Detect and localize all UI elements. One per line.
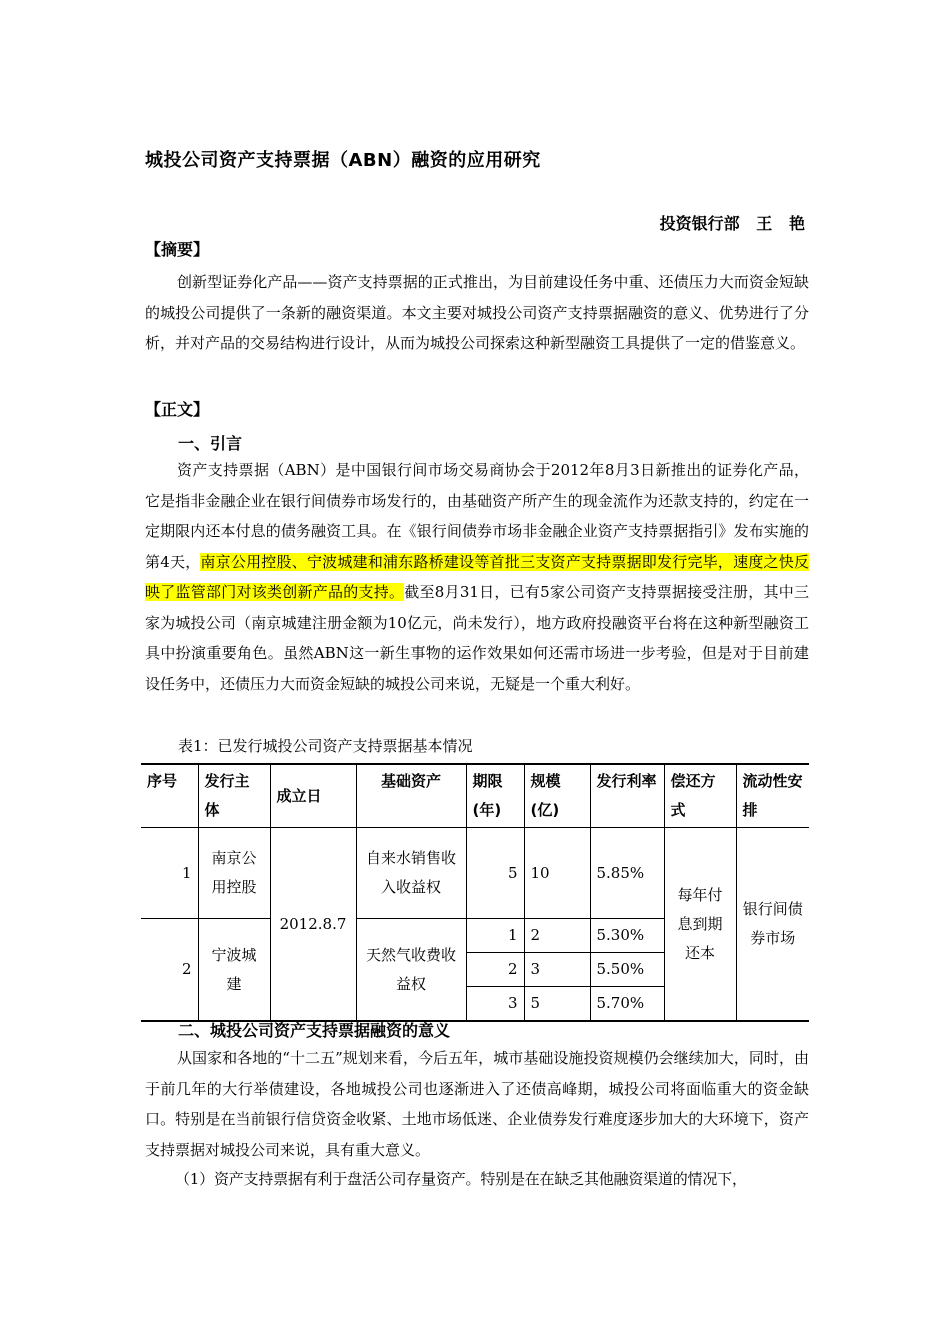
cell-term: 3: [466, 987, 524, 1022]
abstract-heading: 【摘要】: [145, 240, 210, 259]
section2-point1: （1）资产支持票据有利于盘活公司存量资产。特别是在在缺乏其他融资渠道的情况下，: [175, 1170, 747, 1188]
header-liquidity: 流动性安排: [736, 764, 809, 828]
section1-text-a: 资产支持票据（ABN）是中国银行间市场交易商协会于2012年8月3日新推出的证券化产品，它是指非金融企业在银行间债券市场发行的，由基础资产所产生的现金流作为还款支持的，约定在一定期限内还本付息的债务融资工具。在《银行间债券市场非金融企业资产支持票据指引》发布实施的第4天，: [145, 461, 809, 571]
cell-scale: 3: [524, 953, 590, 987]
cell-date: 2012.8.7: [270, 828, 356, 1022]
section1-paragraph: [145, 455, 809, 699]
cell-term: 2: [466, 953, 524, 987]
cell-no: 1: [141, 828, 198, 919]
section1-text-b: 截至8月31日，已有5家公司资产支持票据接受注册，其中三家为城投公司（南京城建注册金额为10亿元，尚未发行），地方政府投融资平台将在这种新型融资工具中扮演重要角色。虽然ABN这一新生事物的运作效果如何还需市场进一步考验，但是对于目前建设任务中，还债压力大而资金短缺的城投公司来说，无疑是一个重大利好。: [145, 583, 809, 693]
cell-rate: 5.50%: [590, 953, 664, 987]
highlighted-sentence: 南京公用控股、宁波城建和浦东路桥建设等首批三支资产支持票据即发行完毕，速度之快反映了监管部门对该类创新产品的支持。: [145, 552, 809, 601]
header-no: 序号: [141, 764, 198, 828]
cell-issuer: 宁波城建: [198, 919, 270, 1022]
document-title: 城投公司资产支持票据（ABN）融资的应用研究: [145, 150, 541, 171]
cell-rate: 5.85%: [590, 828, 664, 919]
cell-no: 2: [141, 919, 198, 1022]
cell-scale: 10: [524, 828, 590, 919]
author-line: 投资银行部 王 艳: [659, 214, 805, 233]
table-row: [141, 828, 809, 919]
body-heading: 【正文】: [145, 400, 210, 419]
cell-issuer: 南京公用控股: [198, 828, 270, 919]
abstract-text: 创新型证券化产品——资产支持票据的正式推出，为目前建设任务中重、还债压力大而资金短缺的城投公司提供了一条新的融资渠道。本文主要对城投公司资产支持票据融资的意义、优势进行了分析，并对产品的交易结构进行设计，从而为城投公司探索这种新型融资工具提供了一定的借鉴意义。: [145, 273, 809, 352]
section2-text: 从国家和各地的“十二五”规划来看，今后五年，城市基础设施投资规模仍会继续加大，同时，由于前几年的大行举债建设，各地城投公司也逐渐进入了还债高峰期，城投公司将面临重大的资金缺口。特别是在当前银行信贷资金收紧、土地市场低迷、企业债券发行难度逐步加大的大环境下，资产支持票据对城投公司来说，具有重大意义。: [145, 1049, 809, 1159]
cell-asset: 自来水销售收入收益权: [356, 828, 466, 919]
cell-term: 1: [466, 919, 524, 953]
header-asset: 基础资产: [356, 764, 466, 828]
header-date: 成立日: [270, 764, 356, 828]
section1-heading: 一、引言: [178, 434, 243, 453]
header-rate: 发行利率: [590, 764, 664, 828]
cell-scale: 2: [524, 919, 590, 953]
header-issuer: 发行主体: [198, 764, 270, 828]
header-scale: 规模(亿): [524, 764, 590, 828]
cell-repay: 每年付息到期还本: [664, 828, 736, 1022]
section2-heading: 二、城投公司资产支持票据融资的意义: [178, 1021, 451, 1040]
table-header-row: [141, 764, 809, 828]
header-term: 期限(年): [466, 764, 524, 828]
abn-table: [141, 763, 809, 1022]
cell-rate: 5.30%: [590, 919, 664, 953]
cell-scale: 5: [524, 987, 590, 1022]
cell-liquidity: 银行间债券市场: [736, 828, 809, 1022]
cell-rate: 5.70%: [590, 987, 664, 1022]
header-repay: 偿还方式: [664, 764, 736, 828]
cell-term: 5: [466, 828, 524, 919]
table-caption: 表1：已发行城投公司资产支持票据基本情况: [178, 737, 473, 755]
cell-asset: 天然气收费收益权: [356, 919, 466, 1022]
